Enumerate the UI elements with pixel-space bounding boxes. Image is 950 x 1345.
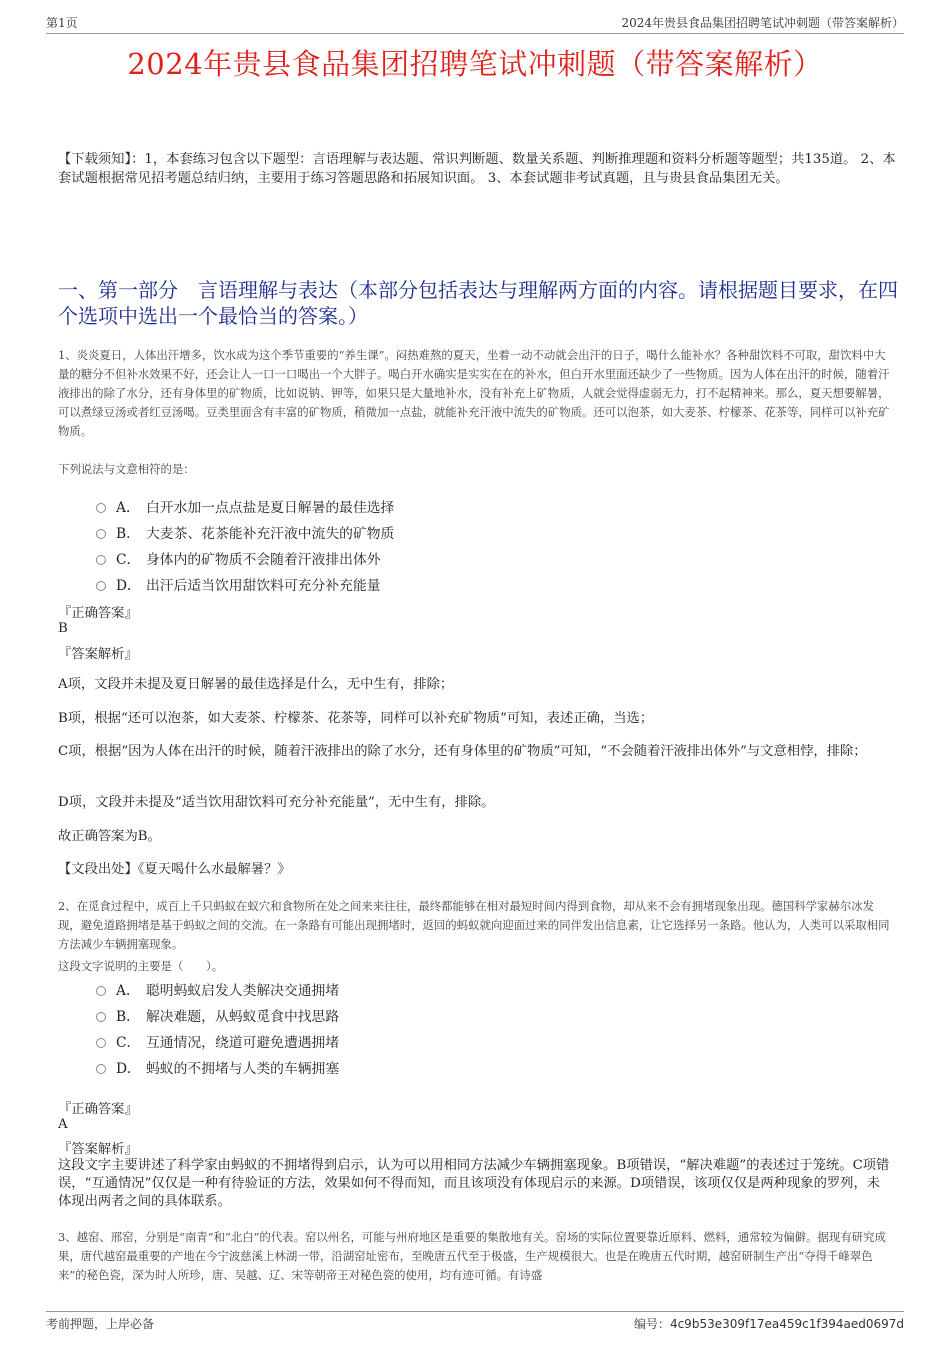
- section-heading: 一、第一部分 言语理解与表达（本部分包括表达与理解两方面的内容。请根据题目要求，在四个选项中选出一个最恰当的答案。）: [58, 278, 898, 328]
- radio-icon[interactable]: [96, 503, 106, 513]
- q1-source: 【文段出处】《夏天喝什么水最解暑？》: [58, 862, 291, 877]
- q1-answer: B: [58, 621, 68, 636]
- q3-stem: 3、越窑、邢窑，分别是“南青”和“北白”的代表。窑以州名，可能与州府地区是重要的集散地有关。窑场的实际位置要靠近原料、燃料，通常较为偏僻。据现有研究成果，唐代越窑最重要的产地在今宁波慈溪上林湖一带，沿湖窑址密布，至晚唐五代至于极盛，生产规模很大。也是在晚唐五代时期，越窑研制生产出“夺得千峰翠色来”的秘色瓷，深为时人所珍，唐、吴越、辽、宋等朝帝王对秘色瓷的使用，均有迹可循。有诗盛: [58, 1230, 886, 1282]
- q2-option-b[interactable]: B． 解决难题，从蚂蚁觅食中找思路: [96, 1005, 339, 1025]
- radio-icon[interactable]: [96, 581, 106, 591]
- q1-analysis-c: C项，根据“因为人体在出汗的时候，随着汗液排出的除了水分，还有身体里的矿物质”可知，“不会随着汗液排出体外”与文意相悖，排除；: [58, 744, 867, 759]
- q1-stem: 1、炎炎夏日，人体出汗增多，饮水成为这个季节重要的“养生课”。闷热难熬的夏天，坐着一动不动就会出汗的日子，喝什么能补水？各种甜饮料不可取，甜饮料中大量的糖分不但补水效果不好，还会让人一口一口喝出一个大胖子。喝白开水确实是实实在在的补水，但白开水里面还缺少了一些物质。因为人体在出汗的时候，随着汗液排出的除了水分，还有身体里的矿物质，比如说钠、钾等，如果只是大量地补水，没有补充上矿物质，人就会觉得虚弱无力，打不起精神来。那么，夏天想要解暑，可以煮绿豆汤或者红豆汤喝。豆类里面含有丰富的矿物质，稍微加一点盐，就能补充汗液中流失的矿物质。还可以泡茶，如大麦茶、柠檬茶、花茶等，同样可以补充矿物质。: [58, 348, 890, 438]
- radio-icon[interactable]: [96, 555, 106, 565]
- q2-answer-label: 『正确答案』: [58, 1102, 138, 1117]
- footer-code: [634, 1315, 904, 1332]
- q2-stem: 2、在觅食过程中，成百上千只蚂蚁在蚁穴和食物所在处之间来来往往，最终都能够在相对最短时间内得到食物，却从来不会有拥堵现象出现。德国科学家赫尔冰发现，避免道路拥堵是基于蚂蚁之间的交流。在一条路有可能出现拥堵时，返回的蚂蚁就向迎面过来的同伴发出信息素，让它选择另一条路。他认为，人类可以采取相同方法减少车辆拥塞现象。: [58, 899, 890, 951]
- header-doc-title: 2024年贵县食品集团招聘笔试冲刺题（带答案解析）: [621, 16, 904, 30]
- q1-conclusion: 故正确答案为B。: [58, 829, 161, 844]
- q2-analysis: 这段文字主要讲述了科学家由蚂蚁的不拥堵得到启示，认为可以用相同方法减少车辆拥塞现象。B项错误，“解决难题”的表述过于笼统。C项错误，“互通情况”仅仅是一种有待验证的方法，效果如何不得而知，而且该项没有体现启示的来源。D项错误，该项仅仅是两种现象的罗列，未体现出两者之间的具体联系。: [58, 1158, 890, 1209]
- q2-option-c[interactable]: C． 互通情况，绕道可避免遭遇拥堵: [96, 1031, 339, 1051]
- page-title: 2024年贵县食品集团招聘笔试冲刺题（带答案解析）: [127, 47, 823, 81]
- q1-option-d[interactable]: D． 出汗后适当饮用甜饮料可充分补充能量: [96, 574, 381, 594]
- q1-option-a[interactable]: A． 白开水加一点点盐是夏日解暑的最佳选择: [96, 496, 394, 516]
- radio-icon[interactable]: [96, 529, 106, 539]
- q1-prompt: 下列说法与文意相符的是：: [58, 462, 195, 476]
- q2-answer: A: [58, 1117, 68, 1132]
- q1-option-c[interactable]: C． 身体内的矿物质不会随着汗液排出体外: [96, 548, 381, 568]
- q2-option-a[interactable]: A． 聪明蚂蚁启发人类解决交通拥堵: [96, 979, 339, 999]
- page-number: 第1页: [46, 16, 78, 30]
- footer-divider: [46, 1311, 904, 1312]
- q1-analysis-b: B项，根据“还可以泡茶，如大麦茶、柠檬茶、花茶等，同样可以补充矿物质”可知，表述正确，当选；: [58, 711, 654, 726]
- q2-option-d[interactable]: D． 蚂蚁的不拥堵与人类的车辆拥塞: [96, 1057, 339, 1077]
- footer-code-label: 编号：: [633, 1317, 670, 1331]
- radio-icon[interactable]: [96, 986, 106, 996]
- footer-code-value: 4c9b53e309f17ea459c1f394aed0697d: [669, 1317, 904, 1331]
- q1-analysis-label: 『答案解析』: [58, 647, 138, 662]
- q1-analysis-d: D项，文段并未提及“适当饮用甜饮料可充分补充能量”，无中生有，排除。: [58, 795, 495, 810]
- header-divider: [46, 33, 904, 34]
- q1-option-b[interactable]: B． 大麦茶、花茶能补充汗液中流失的矿物质: [96, 522, 394, 542]
- footer-slogan: 考前押题，上岸必备: [46, 1317, 155, 1331]
- q1-answer-label: 『正确答案』: [58, 606, 138, 621]
- q2-analysis-label: 『答案解析』: [58, 1142, 138, 1157]
- radio-icon[interactable]: [96, 1038, 106, 1048]
- radio-icon[interactable]: [96, 1012, 106, 1022]
- download-notice: 【下载须知】：1，本套练习包含以下题型：言语理解与表达题、常识判断题、数量关系题、判断推理题和资料分析题等题型；共135道。 2、本套试题根据常见招考题总结归纳，主要用于练习答题思路和拓展知识面。 3、本套试题非考试真题，且与贵县食品集团无关。: [58, 152, 896, 186]
- q1-analysis-a: A项，文段并未提及夏日解暑的最佳选择是什么，无中生有，排除；: [58, 677, 454, 692]
- radio-icon[interactable]: [96, 1064, 106, 1074]
- q2-prompt: 这段文字说明的主要是（ ）。: [58, 959, 224, 973]
